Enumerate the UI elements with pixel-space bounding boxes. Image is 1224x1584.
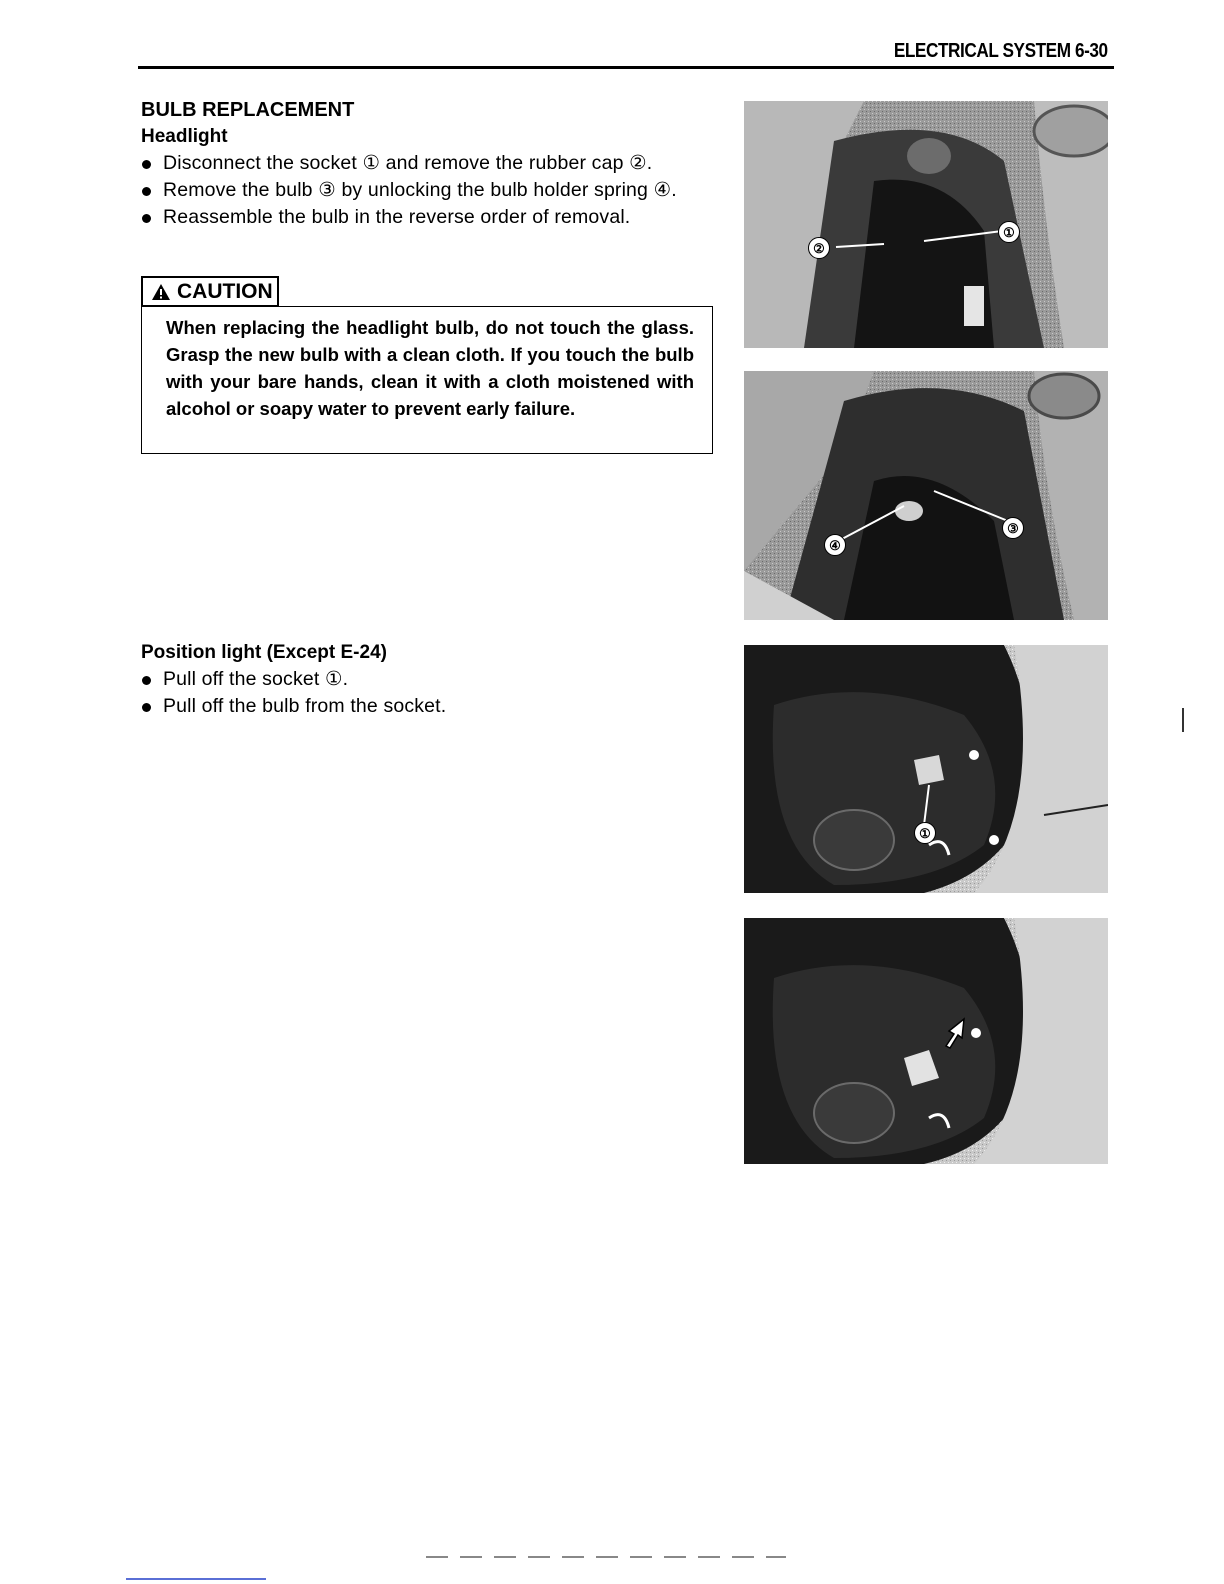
callout-2: ②: [808, 237, 830, 259]
callout-4: ④: [824, 534, 846, 556]
caution-label-text: CAUTION: [177, 280, 273, 303]
headlight-step-3: Reassemble the bulb in the reverse order of removal.: [141, 204, 721, 231]
headlight-steps: [141, 150, 721, 231]
warning-triangle-icon: [151, 283, 171, 301]
callout-3: ③: [1002, 517, 1024, 539]
photo-position-light-bulb: [744, 918, 1108, 1164]
photo-2-image: [744, 371, 1108, 620]
position-step-2: Pull off the bulb from the socket.: [141, 693, 721, 720]
headlight-subtitle: Headlight: [141, 126, 228, 147]
callout-1: ①: [998, 221, 1020, 243]
headlight-step-2: Remove the bulb ③ by unlocking the bulb holder spring ④.: [141, 177, 721, 204]
scan-artifact-dashes: [426, 1556, 786, 1558]
section-title: BULB REPLACEMENT: [141, 99, 355, 121]
position-step-1: Pull off the socket ①.: [141, 666, 721, 693]
photo-headlight-socket: [744, 101, 1108, 348]
callout-1-position: ①: [914, 822, 936, 844]
photo-position-light-socket: [744, 645, 1108, 893]
position-light-steps: [141, 666, 721, 720]
photo-3-image: [744, 645, 1108, 893]
header-rule: [138, 66, 1114, 69]
footer-underline: [126, 1578, 266, 1580]
position-light-section: [141, 640, 721, 720]
photo-headlight-bulb: [744, 371, 1108, 620]
photo-1-image: [744, 101, 1108, 348]
headlight-step-1: Disconnect the socket ① and remove the rubber cap ②.: [141, 150, 721, 177]
margin-mark: [1182, 708, 1184, 732]
headlight-section: [141, 96, 721, 231]
position-light-subtitle: Position light (Except E-24): [141, 642, 387, 663]
caution-label: [141, 276, 279, 307]
caution-text: When replacing the headlight bulb, do not touch the glass. Grasp the new bulb with a clean cloth. If you touch the bulb with your bare hands, clean it with a cloth moistened with alcohol or soapy water to prevent early failure.: [166, 317, 694, 419]
photo-4-image: [744, 918, 1108, 1164]
page-header-title: ELECTRICAL SYSTEM 6-30: [894, 40, 1108, 62]
arrow-icon: [940, 1016, 970, 1050]
